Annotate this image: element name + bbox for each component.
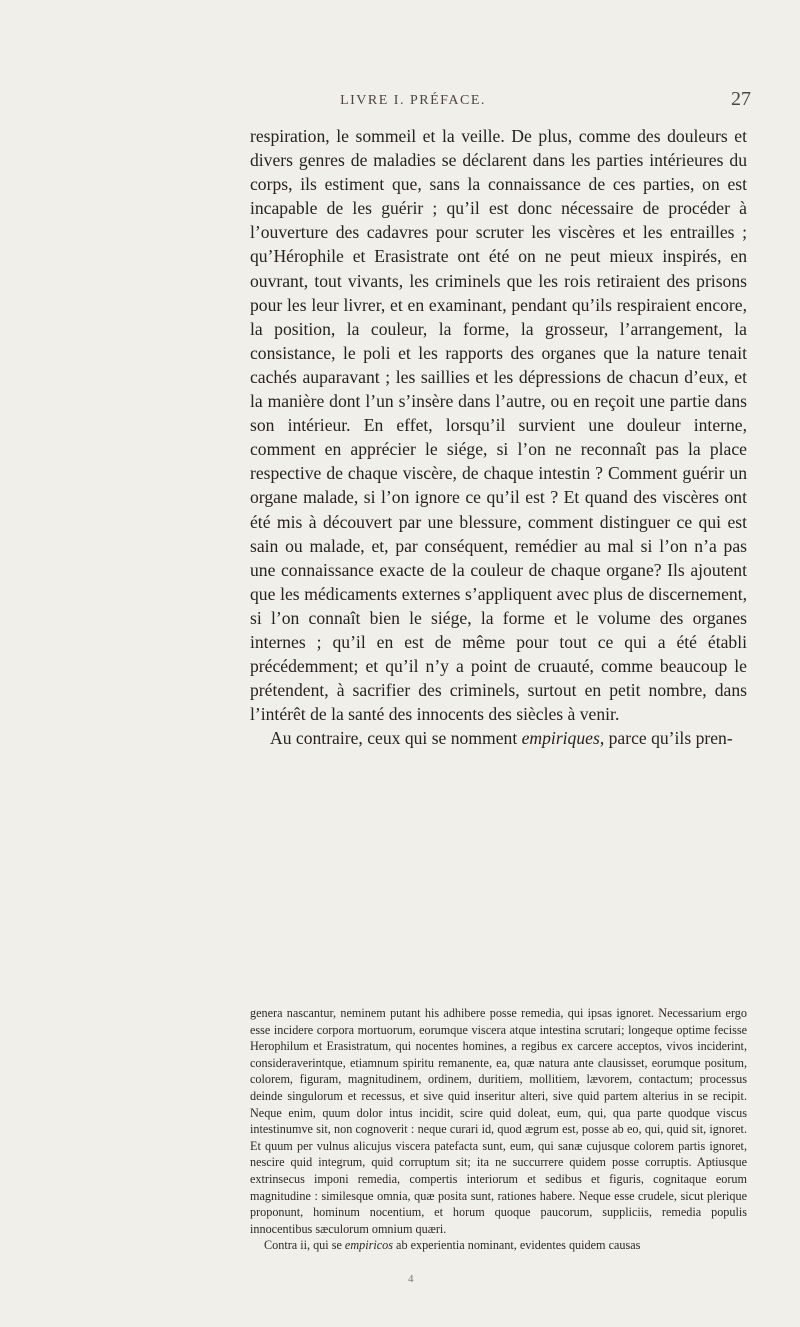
latin-p2-italic: empiricos xyxy=(344,1238,393,1253)
signature-mark: 4 xyxy=(408,1273,414,1285)
french-p2-end: , parce qu’ils pren- xyxy=(599,728,733,749)
latin-p2-end: ab experientia nominant, evidentes quidem causas xyxy=(392,1238,641,1253)
latin-p2-start: Contra ii, qui se xyxy=(264,1238,345,1253)
french-p2-start: Au contraire, ceux qui se nomment xyxy=(270,728,522,749)
running-title: LIVRE I. PRÉFACE. xyxy=(340,93,486,108)
latin-paragraph-1: genera nascantur, neminem putant his adhibere posse remedia, qui ipsas ignoret. Necessarium ergo esse incidere corpora mortuorum, eorumque viscera atque intestina scrutari; longeque optime fecisse Herophilum et Erasistratum, qui nocentes homines, a regibus ex carcere acceptos, vivos inciderint, consideraverintque, etiamnum spiritu remanente, ea, quæ natura ante clausisset, eorumque positum, colorem, figuram, magnitudinem, ordinem, duritiem, mollitiem, lævorem, contactum; processus deinde singulorum et recessus, et sive quid inseritur alteri, sive quid partem alterius in se recipit. Neque enim, quum dolor intus incidit, scire quid doleat, eum, qui, qua parte quodque viscus intestinumve sit, non cognoverit : neque curari id, quod ægrum est, posse ab eo, qui, quid sit, ignoret. Et quum per vulnus alicujus viscera patefacta sunt, eum, qui sanæ cujusque colorem partis ignoret, nescire quid integrum, quid corruptum sit; ita ne succurrere quidem posse corruptis. Aptiusque extrinsecus imponi remedia, compertis interiorum et sedibus et figuris, cognitaque eorum magnitudine : similesque omnia, quæ posita sunt, rationes habere. Neque esse crudele, sicut plerique proponunt, hominum nocentium, et horum quoque paucorum, suppliciis, remedia populis innocentibus sæculorum omnium quæri. xyxy=(250,1006,747,1236)
page-number: 27 xyxy=(731,88,751,110)
french-paragraph-2 xyxy=(250,726,747,750)
french-p2-italic: empiriques xyxy=(521,728,600,749)
french-paragraph-1: respiration, le sommeil et la veille. De plus, comme des douleurs et divers genres de maladies se déclarent dans les parties intérieures du corps, ils estiment que, sans la connaissance de ces parties, on est incapable de les guérir ; qu’il est donc nécessaire de procéder à l’ouverture des cadavres pour scruter les viscères et les entrailles ; qu’Hérophile et Erasistrate ont été on ne peut mieux inspirés, en ouvrant, tout vivants, les criminels que les rois retiraient des prisons pour les leur livrer, et en examinant, pendant qu’ils respiraient encore, la position, la couleur, la forme, la grosseur, l’arrangement, la consistance, le poli et les rapports des organes que la nature tenait cachés auparavant ; les saillies et les dépressions de chacun d’eux, et la manière dont l’un s’insère dans l’autre, ou en reçoit une partie dans son intérieur. En effet, lorsqu’il survient une douleur interne, comment en apprécier le siége, si l’on ne reconnaît pas la place respective de chaque viscère, de chaque intestin ? Comment guérir un organe malade, si l’on ignore ce qu’il est ? Et quand des viscères ont été mis à découvert par une blessure, comment distinguer ce qui est sain ou malade, et, par conséquent, remédier au mal si l’on n’a pas une connaissance exacte de la couleur de chaque organe? Ils ajoutent que les médicaments externes s’appliquent avec plus de discernement, si l’on connaît bien le siége, la forme et le volume des organes internes ; qu’il en est de même pour tout ce qui a été établi précédemment; et qu’il n’y a point de cruauté, comme beaucoup le prétendent, à sacrifier des criminels, surtout en petit nombre, dans l’intérêt de la santé des innocents des siècles à venir. xyxy=(250,126,747,725)
french-translation xyxy=(250,124,747,750)
latin-original xyxy=(250,1005,747,1254)
latin-paragraph-2 xyxy=(250,1237,747,1254)
